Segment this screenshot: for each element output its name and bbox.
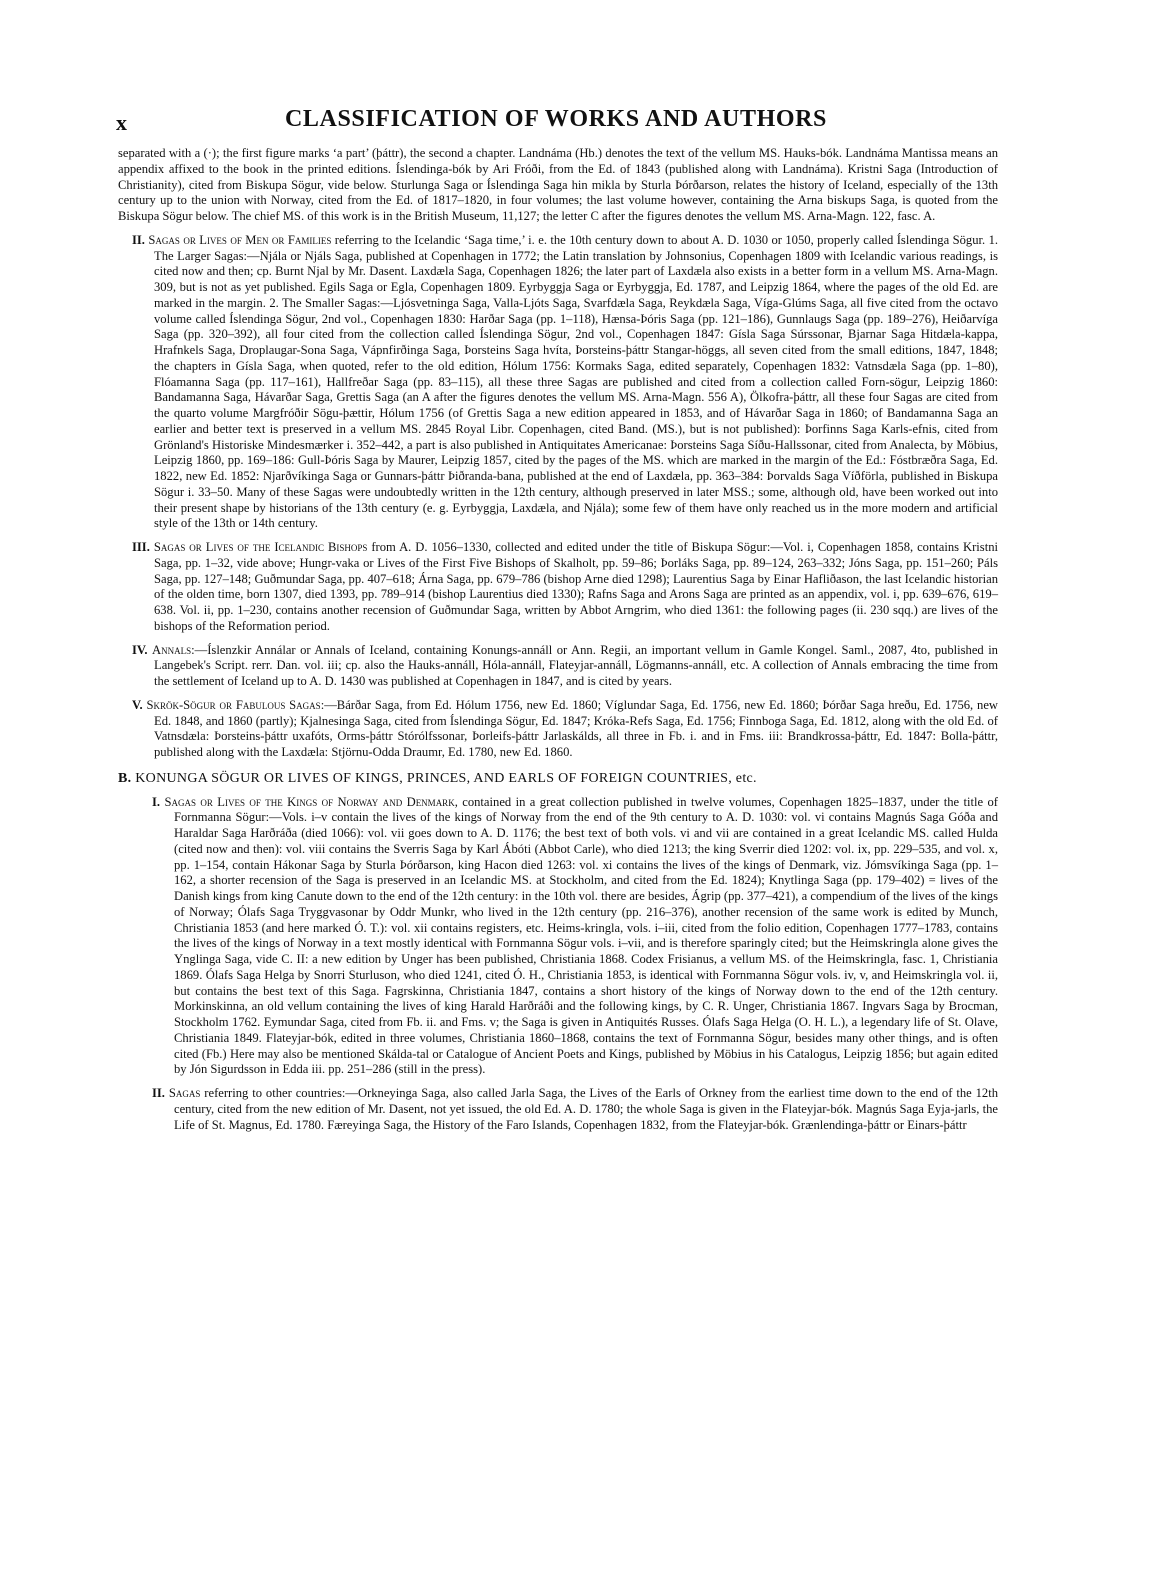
- major-title: KONUNGA SÖGUR OR LIVES OF KINGS, PRINCES, AND EARLS OF FOREIGN COUNTRIES, etc.: [135, 770, 757, 786]
- subsection-text: , contained in a great collection published in twelve volumes, Copenhagen 1825–1837, under the title of Fornmanna Sögur:—Vols. i–v contain the lives of the kings of Norway from the end of the 9th century to A. D. 1030: vol. vi contains Magnús Saga Góða and Haraldar Saga Harðráða (died 1066): vol. vii goes down to A. D. 1176; the best text of both vols. vi and vii are contained in a great Icelandic MS. called Hulda (cited now and then): vol. viii contains the Sverris Saga by Karl Ábóti (Abbot Carle), who died 1213; the king Sverrir died 1202: vol. ix, pp. 229–535, and vol. x, pp. 1–154, contain Hákonar Saga by Sturla Þórðarson, king Hacon died 1263: vol. xi contains the lives of the kings of Denmark, viz. Jómsvíkinga Saga (pp. 1–162, a shorter recension of the Saga is preserved in an Icelandic MS. at Stockholm, and cited from the Ed. 1824); Knytlinga Saga (pp. 179–402) = lives of the Danish kings from king Canute down to the end of the 12th century: in the 10th vol. there are besides, Ágrip (pp. 377–421), a compendium of the lives of the kings of Norway; Ólafs Saga Tryggvasonar by Oddr Munkr, who lived in the 12th century (pp. 216–376), another recension of the same work is edited by Munch, Christiania 1853 (and here marked Ó. T.): vol. xii contains registers, etc. Heims-kringla, vols. i–iii, cited from the folio edition, Copenhagen 1777–1783, contains the lives of the kings of Norway in a text mostly identical with Fornmanna Sögur vols. i–vii, and is therefore sparingly cited; but the Heimskringla alone gives the Ynglinga Saga, vide C. II: a new edition by Unger has been published, Christiania 1868. Codex Frisianus, a vellum MS. of the Heimskringla, fasc. 1, Christiania 1869. Ólafs Saga Helga by Snorri Sturluson, who died 1241, cited Ó. H., Christiania 1853, is identical with Fornmanna Sögur vols. iv, v, and Heimskringla vol. ii, but contains the best text of this Saga. Fagrskinna, Christiania 1847, contains a short history of the kings of Norway down to the end of the 12th century. Morkinskinna, an old vellum containing the lives of king Harald Harðráði and the following kings, by C. R. Unger, Christiania 1867. Ingvars Saga by Brocman, Stockholm 1762. Eymundar Saga, cited from Fb. ii. and Fms. v; the Saga is given in Antiquités Russes. Ólafs Saga Helga (O. H. L.), a legendary life of St. Olave, Christiania 1849. Flateyjar-bók, edited in three volumes, Christiania 1860–1868, contains the text of Fornmanna Sögur, besides many other things, and is often cited (Fb.) Here may also be mentioned Skálda-tal or Catalogue of Ancient Poets and Kings, published by Möbius in his Catalogus, Leipzig 1856; but again edited by Jón Sigurdsson in Edda iii. pp. 251–286 (still in the press).: [174, 794, 999, 1077]
- section-heading: Sagas or Lives of Men or Families: [148, 232, 332, 247]
- section-text: :—Íslenzkir Annálar or Annals of Iceland, containing Konungs-annáll or Ann. Regii, an important vellum in Gamle Kongel. Saml., 2087, 4to, published in Langebek's Script. rerr. Dan. vol. iii; cp. also the Hauks-annáll, Hóla-annáll, Flateyjar-annáll, Lögmanns-annáll, etc. A collection of Annals embracing the time from the settlement of Iceland up to A. D. 1430 was published at Copenhagen in 1847, and is cited by years.: [154, 642, 998, 688]
- section-heading: Skrök-Sögur or Fabulous Sagas: [146, 697, 321, 712]
- subsection-ii: [118, 1086, 998, 1133]
- page-header: [116, 106, 996, 142]
- subsection-heading: Sagas or Lives of the Kings of Norway and Denmark: [164, 794, 455, 809]
- section-number: III.: [132, 540, 150, 554]
- section-iii: [118, 540, 998, 635]
- section-heading: Sagas or Lives of the Icelandic Bishops: [153, 540, 368, 554]
- major-heading-b: [118, 771, 998, 787]
- subsection-number: I.: [152, 794, 161, 809]
- section-ii: [118, 233, 998, 532]
- section-text: referring to the Icelandic ‘Saga time,’ i. e. the 10th century down to about A. D. 1030 or 1050, properly called Íslendinga Sögur. 1. The Larger Sagas:—Njála or Njáls Saga, published at Copenhagen in 1772; the Latin translation by Johnsonius, Copenhagen 1809 with Icelandic various readings, is cited now and then; cp. Burnt Njal by Mr. Dasent. Laxdæla Saga, Copenhagen 1826; the later part of Laxdæla also exists in a better form in a vellum MS. Arna-Magn. 309, but is not as yet published. Egils Saga or Egla, Copenhagen 1809. Eyrbyggja Saga or Eyrbyggja, Ed. 1787, and Leipzig 1864, where the pages of the old Ed. are marked in the margin. 2. The Smaller Sagas:—Ljósvetninga Saga, Valla-Ljóts Saga, Svarfdæla Saga, Reykdæla Saga, Víga-Glúms Saga, all five cited from the octavo volume called Íslendinga Sögur, 2nd vol., Copenhagen 1830: Harðar Saga (pp. 1–118), Hænsa-Þóris Saga (pp. 121–186), Gunnlaugs Saga (pp. 189–276), Heiðarvíga Saga (pp. 320–392), all four cited from the collection called Íslendinga Sögur, 2nd vol., Copenhagen 1847: Gísla Saga Súrssonar, Bjarnar Saga Hitdæla-kappa, Hrafnkels Saga, Droplaugar-Sona Saga, Vápnfirðinga Saga, Þorsteins Saga hvíta, Þorsteins-þáttr Stangar-höggs, all seven cited from the small editions, 1847, 1848; the chapters in Gísla Saga, when quoted, refer to the old edition, Hólum 1756: Kormaks Saga, edited separately, Copenhagen 1832: Vatnsdæla Saga (pp. 1–80), Flóamanna Saga (pp. 117–161), Hallfreðar Saga (pp. 83–115), all these three Sagas are published and cited from a collection called Forn-sögur, Leipzig 1860: Bandamanna Saga, Hávarðar Saga, Grettis Saga (an A after the figures denotes the vellum MS. Arna-Magn. 556 A), Ölkofra-þáttr, all these four Sagas are cited from the quarto volume Margfróðir Sögu-þættir, Hólum 1756 (of Grettis Saga a new edition appeared in 1853, and of Hávarðar Saga in 1860; of Bandamanna Saga an earlier and better text is preserved in a vellum MS. 2845 Royal Libr. Copenhagen, cited Band. (MS.), but is not published): Þorfinns Saga Karls-efnis, cited from Grönland's Historiske Mindesmærker i. 352–442, a part is also published in Antiquitates Americanae: Þorsteins Saga Síðu-Hallssonar, cited from Analecta, by Möbius, Leipzig 1860, pp. 169–186: Gull-Þóris Saga by Maurer, Leipzig 1857, cited by the pages of the MS. which are marked in the margin of the Ed.: Fóstbræðra Saga, Ed. 1822, new Ed. 1852: Njarðvíkinga Saga or Gunnars-þáttr Þiðranda-bana, published at the end of Laxdæla, pp. 363–384: Þorvalds Saga Víðförla, published in Biskupa Sögur i. 33–50. Many of these Sagas were undoubtedly written in the 12th century, although preserved in later MSS.; some, although old, have been worked out into their present shape by historians of the 13th century (e. g. Eyrbyggja, Laxdæla, and Njála); some few of them have only reached us in the more modern and artificial style of the 13th or 14th century.: [154, 232, 999, 531]
- subsection-i: [118, 795, 998, 1079]
- section-text: from A. D. 1056–1330, collected and edited under the title of Biskupa Sögur:—Vol. i, Copenhagen 1858, contains Kristni Saga, pp. 1–32, vide above; Hungr-vaka or Lives of the First Five Bishops of Skalholt, pp. 59–86; Þorláks Saga, pp. 89–124, 263–332; Jóns Saga, pp. 151–260; Páls Saga, pp. 127–148; Guðmundar Saga, pp. 407–618; Árna Saga, pp. 679–786 (bishop Arne died 1298); Laurentius Saga by Einar Hafliðason, the last Icelandic historian of the olden time, born 1307, died 1393, pp. 789–914 (bishop Laurentius died 1330); Rafns Saga and Arons Saga are printed as an appendix, vol. i, pp. 639–676, 619–638. Vol. ii, pp. 1–230, contains another recension of Guðmundar Saga, written by Abbot Arngrim, who died 1361: the following pages (ii. 230 sqq.) are lives of the bishops of the Reformation period.: [154, 540, 998, 633]
- document-body: [118, 146, 998, 1133]
- running-title: CLASSIFICATION OF WORKS AND AUTHORS: [285, 106, 827, 132]
- page-number: x: [116, 110, 127, 135]
- section-number: IV.: [132, 642, 148, 657]
- subsection-number: II.: [152, 1086, 165, 1100]
- major-letter: B.: [118, 770, 132, 786]
- section-heading: Annals: [152, 642, 192, 657]
- section-iv: [118, 643, 998, 690]
- section-v: [118, 698, 998, 761]
- subsection-text: referring to other countries:—Orkneyinga Saga, also called Jarla Saga, the Lives of the Earls of Orkney from the earliest time down to the end of the 12th century, cited from the new edition of Mr. Dasent, not yet issued, the old Ed. A. D. 1780; the whole Saga is given in the Flateyjar-bók. Magnús Saga Eyja-jarls, the Life of St. Magnus, Ed. 1780. Færeyinga Saga, the History of the Faro Islands, Copenhagen 1832, from the Flateyjar-bók. Grænlendinga-þáttr or Einars-þáttr: [174, 1086, 998, 1132]
- section-number: V.: [132, 697, 143, 712]
- continuation-paragraph: separated with a (·); the first figure marks ‘a part’ (þáttr), the second a chapter. Landnáma (Hb.) denotes the text of the vellum MS. Hauks-bók. Landnáma Mantissa means an appendix affixed to the book in the printed editions. Íslendinga-bók by Ari Fróði, from the Ed. of 1843 (published along with Landnáma). Kristni Saga (Introduction of Christianity), cited from Biskupa Sögur, vide below. Sturlunga Saga or Íslendinga Saga hin mikla by Sturla Þórðarson, relates the history of Iceland, especially of the 13th century up to the union with Norway, cited from the Ed. of 1817–1820, in four volumes; the last volume however, containing the Arna biskups Saga, is quoted from the Biskupa Sögur below. The chief MS. of this work is in the British Museum, 11,127; the letter C after the figures denotes the vellum MS. Arna-Magn. 122, fasc. A.: [118, 146, 998, 223]
- subsection-heading: Sagas: [168, 1086, 201, 1100]
- section-number: II.: [132, 232, 145, 247]
- section-text: :—Bárðar Saga, from Ed. Hólum 1756, new Ed. 1860; Víglundar Saga, Ed. 1756, new Ed. 1860; Þórðar Saga hreðu, Ed. 1756, new Ed. 1848, and 1860 (partly); Kjalnesinga Saga, cited from Íslendinga Sögur, Ed. 1847; Króka-Refs Saga, Ed. 1756; Finnboga Saga, Ed. 1812, along with the old Ed. of Vatnsdæla: Þorsteins-þáttr uxafóts, Orms-þáttr Stórólfssonar, Þorleifs-þáttr Jarlaskálds, all three in Fb. i. and in Fms. iii: Brandkrossa-þáttr, Ed. 1847: Bolla-þáttr, published along with the Laxdæla: Stjörnu-Odda Draumr, Ed. 1780, new Ed. 1860.: [154, 697, 998, 759]
